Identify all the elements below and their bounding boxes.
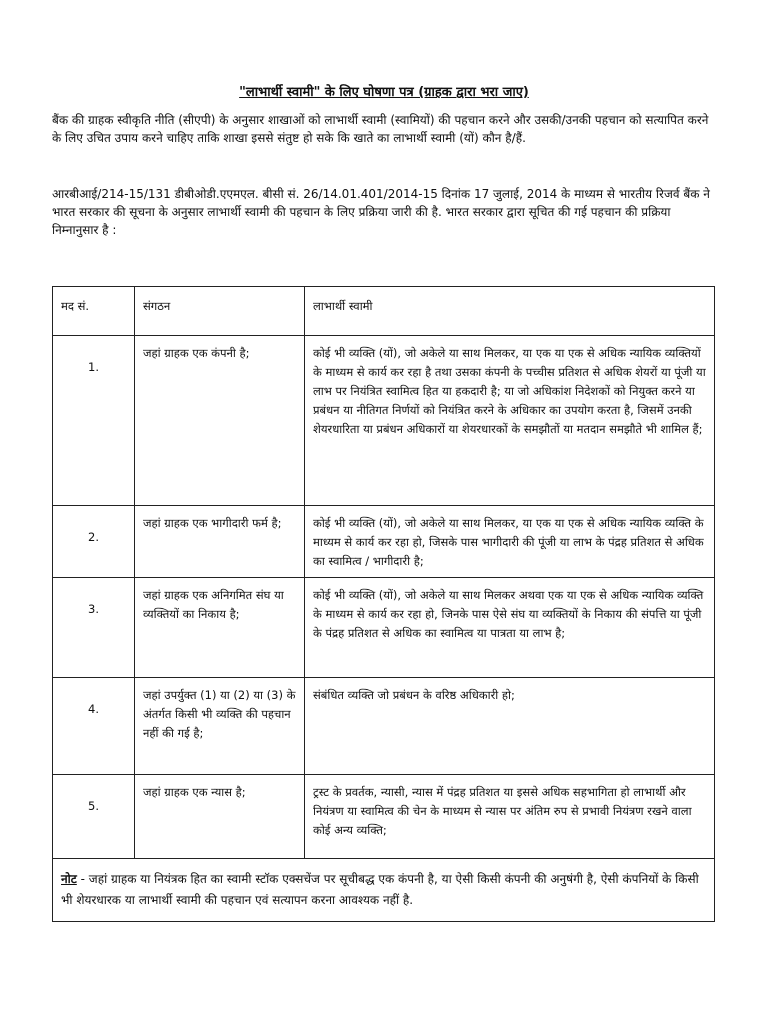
row-organization: जहां ग्राहक एक न्यास है; (135, 775, 305, 859)
row-sn: 2. (53, 506, 135, 578)
note-cell (53, 859, 715, 922)
table-row (53, 336, 715, 506)
row-sn: 1. (53, 336, 135, 506)
row-sn: 3. (53, 578, 135, 678)
beneficial-owner-table (52, 286, 715, 922)
intro-paragraph: बैंक की ग्राहक स्वीकृति नीति (सीएपी) के अनुसार शाखाओं को लाभार्थी स्वामी (स्वामियों) की पहचान करने और उसकी/उनकी पहचान को सत्यापित करने के लिए उचित उपाय करने चाहिए ताकि शाखा इससे संतुष्ट हो सके कि खाते का लाभार्थी स्वामी (यों) कौन है/हैं. (52, 113, 709, 145)
table-row (53, 678, 715, 775)
table-row (53, 506, 715, 578)
table-header-row (53, 287, 715, 336)
row-owner: ट्रस्ट के प्रवर्तक, न्यासी, न्यास में पंद्रह प्रतिशत या इससे अधिक सहभागिता हो लाभार्थी और नियंत्रण या स्वामित्व की चेन के माध्यम से न्यास पर अंतिम रुप से प्रभावी नियंत्रण रखने वाला कोई अन्य व्यक्ति; (305, 775, 715, 859)
table-row (53, 578, 715, 678)
row-organization: जहां ग्राहक एक कंपनी है; (135, 336, 305, 506)
note-label: नोट (61, 872, 77, 886)
row-organization: जहां उपर्युक्त (1) या (2) या (3) के अंतर्गत किसी भी व्यक्ति की पहचान नहीं की गई है; (135, 678, 305, 775)
row-sn: 4. (53, 678, 135, 775)
header-sn: मद सं. (53, 287, 135, 336)
document-title: "लाभार्थी स्वामी" के लिए घोषणा पत्र (ग्राहक द्वारा भरा जाए) (239, 85, 529, 100)
row-organization: जहां ग्राहक एक अनिगमित संघ या व्यक्तियों का निकाय है; (135, 578, 305, 678)
row-owner: कोई भी व्यक्ति (यों), जो अकेले या साथ मिलकर, या एक या एक से अधिक न्यायिक व्यक्तियों के माध्यम से कार्य कर रहा है तथा उसका कंपनी के पच्चीस प्रतिशत से अधिक शेयरों या पूंजी या लाभ पर नियंत्रित स्वामित्व हित या हकदारी है; या जो अधिकांश निदेशकों को नियुक्त करने या प्रबंधन या नीतिगत निर्णयों को नियंत्रित करने के अधिकार का उपयोग करता है, जिसमें उनकी शेयरधारिता या प्रबंधन अधिकारों या शेयरधारकों के समझौतों या मतदान समझौते भी शामिल हैं; (305, 336, 715, 506)
row-organization: जहां ग्राहक एक भागीदारी फर्म है; (135, 506, 305, 578)
header-organization: संगठन (135, 287, 305, 336)
row-sn: 5. (53, 775, 135, 859)
circular-paragraph: आरबीआई/214-15/131 डीबीओडी.एएमएल. बीसी सं. 26/14.01.401/2014-15 दिनांक 17 जुलाई, 2014 के माध्यम से भारतीय रिजर्व बैंक ने भारत सरकार की सूचना के अनुसार लाभार्थी स्वामी की पहचान के लिए प्रक्रिया जारी की है. भारत सरकार द्वारा सूचित की गई पहचान की प्रक्रिया निम्नानुसार है : (52, 187, 710, 237)
row-owner: कोई भी व्यक्ति (यों), जो अकेले या साथ मिलकर, या एक या एक से अधिक न्यायिक व्यक्ति के माध्यम से कार्य कर रहा हो, जिसके पास भागीदारी की पूंजी या लाभ के पंद्रह प्रतिशत से अधिक का स्वामित्व / भागीदारी है; (305, 506, 715, 578)
row-owner: संबंधित व्यक्ति जो प्रबंधन के वरिष्ठ अधिकारी हो; (305, 678, 715, 775)
row-owner: कोई भी व्यक्ति (यों), जो अकेले या साथ मिलकर अथवा एक या एक से अधिक न्यायिक व्यक्ति के माध्यम से कार्य कर रहा हो, जिनके पास ऐसे संघ या व्यक्तियों के निकाय की संपत्ति या पूंजी के पंद्रह प्रतिशत से अधिक का स्वामित्व या पात्रता या लाभ है; (305, 578, 715, 678)
note-row (53, 859, 715, 922)
table-row (53, 775, 715, 859)
header-beneficial-owner: लाभार्थी स्वामी (305, 287, 715, 336)
note-text: - जहां ग्राहक या नियंत्रक हित का स्वामी स्टॉक एक्सचेंज पर सूचीबद्ध एक कंपनी है, या ऐसी किसी कंपनी की अनुषंगी है, ऐसी कंपनियों के किसी भी शेयरधारक या लाभार्थी स्वामी की पहचान एवं सत्यापन करना आवश्यक नहीं है. (61, 872, 699, 907)
